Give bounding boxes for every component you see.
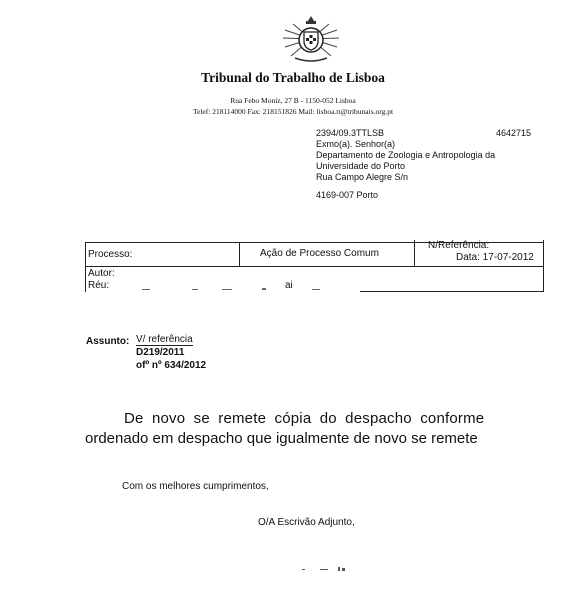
subject-line: D219/2011 <box>136 347 185 358</box>
reference-number: 4642715 <box>496 128 532 138</box>
body-text: De novo se remete cópia do despacho conforme <box>124 410 485 427</box>
defendant-name-partial: ai <box>285 280 293 291</box>
author-label: Autor: <box>88 268 115 279</box>
court-crest-icon <box>281 14 341 64</box>
case-box-right-border <box>543 240 544 292</box>
recipient-line: Departamento de Zoologia e Antropologia da <box>316 150 496 160</box>
our-reference-label: N/Referência: <box>428 240 490 251</box>
recipient-line: Rua Campo Alegre S/n <box>316 172 409 182</box>
defendant-label: Réu: <box>88 280 110 291</box>
case-box-divider <box>414 240 415 266</box>
recipient-line: Exmo(a). Senhor(a) <box>316 139 396 149</box>
closing-text: Com os melhores cumprimentos, <box>122 481 269 492</box>
letter-date: Data: 17-07-2012 <box>456 252 534 263</box>
signature-title: O/A Escrivão Adjunto, <box>258 517 355 528</box>
body-text: ordenado em despacho que igualmente de novo se remete <box>85 430 478 447</box>
process-label: Processo: <box>88 249 133 260</box>
subject-label: Assunto: <box>86 336 130 347</box>
action-type: Ação de Processo Comum <box>260 248 379 259</box>
court-contacts: Telef: 218114000 Fax: 218151826 Mail: lisboa.tt@tribunais.org.pt <box>192 107 394 116</box>
case-box-left-border <box>85 242 86 292</box>
case-box-divider <box>239 242 240 266</box>
court-address: Rua Febo Moniz, 27 B - 1150-052 Lisboa <box>230 96 356 105</box>
court-name: Tribunal do Trabalho de Lisboa <box>201 70 385 85</box>
signature-mark <box>300 566 350 572</box>
subject-reference-label: V/ referência <box>136 334 193 345</box>
case-box-middle-border <box>85 266 543 267</box>
redaction-mark <box>122 288 322 291</box>
subject-line: ofº nº 634/2012 <box>136 360 207 371</box>
recipient-line: Universidade do Porto <box>316 161 406 171</box>
reference-code: 2394/09.3TTLSB <box>316 128 385 138</box>
case-box-bottom-border <box>360 291 543 292</box>
recipient-postcode: 4169-007 Porto <box>316 190 379 200</box>
